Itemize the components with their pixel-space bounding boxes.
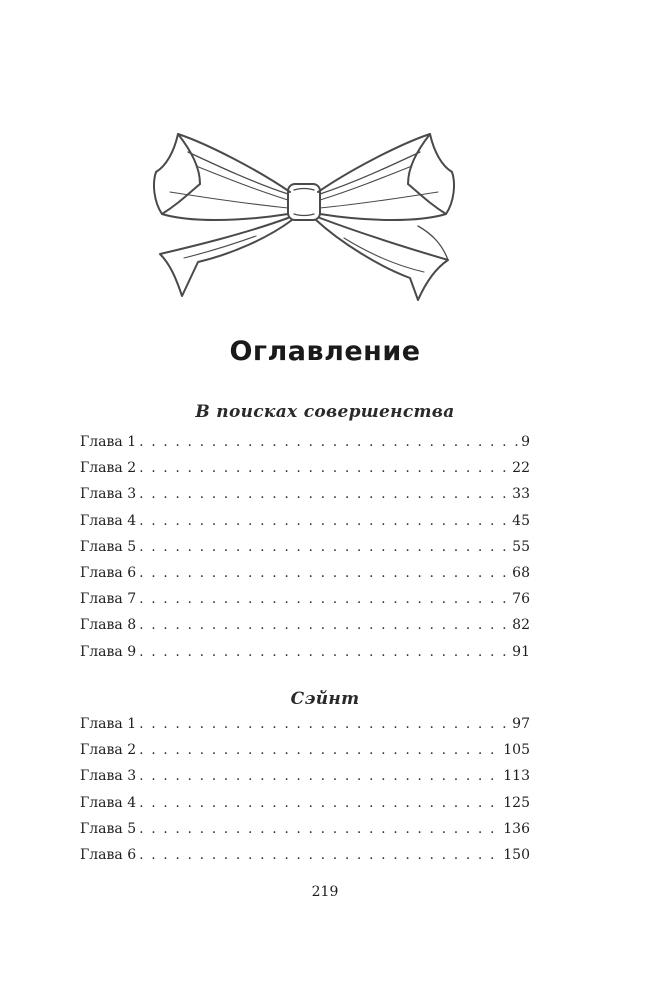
toc-title: Оглавление [229,336,421,367]
toc-entry[interactable] [80,617,530,643]
toc-entry[interactable] [80,460,530,486]
toc-entry[interactable] [80,434,530,460]
dot-leader [139,460,509,476]
toc-entry[interactable] [80,644,530,670]
toc-entry[interactable] [80,742,530,768]
toc-entry[interactable] [80,513,530,539]
entry-page: 113 [503,768,530,785]
entry-label: Глава 6 [80,846,137,863]
dot-leader [139,768,500,784]
entry-page: 68 [512,564,530,581]
entry-label: Глава 6 [80,564,137,581]
dot-leader [139,539,509,555]
entry-label: Глава 1 [80,716,137,732]
entry-page: 125 [503,794,530,811]
entry-page: 9 [521,434,530,450]
entry-page: 45 [512,512,530,529]
toc-entry[interactable] [80,768,530,794]
toc-entries-section-1 [80,434,530,670]
section-heading-1: В поисках совершенства [195,402,455,422]
toc-entry[interactable] [80,565,530,591]
dot-leader [139,742,500,758]
page-number: 219 [311,884,339,900]
entry-page: 136 [503,820,530,837]
toc-entry[interactable] [80,847,530,873]
dot-leader [139,434,518,450]
toc-entry[interactable] [80,539,530,565]
dot-leader [139,486,509,502]
entry-label: Глава 8 [80,617,137,634]
dot-leader [139,716,509,732]
entry-label: Глава 3 [80,486,137,503]
dot-leader [139,847,500,863]
toc-entry[interactable] [80,716,530,742]
entry-page: 105 [503,742,530,759]
ribbon-bow-icon [148,122,460,302]
entry-page: 150 [503,846,530,863]
dot-leader [139,565,509,581]
entry-page: 33 [512,486,530,503]
dot-leader [139,821,500,837]
entry-label: Глава 7 [80,591,137,608]
dot-leader [139,617,509,633]
entry-label: Глава 1 [80,434,137,450]
section-heading-2: Сэйнт [290,689,360,709]
dot-leader [139,644,509,660]
entry-page: 82 [512,617,530,634]
entry-label: Глава 2 [80,742,137,759]
entry-label: Глава 4 [80,794,137,811]
entry-page: 91 [512,643,530,660]
entry-label: Глава 9 [80,643,137,660]
toc-entry[interactable] [80,486,530,512]
entry-label: Глава 5 [80,538,137,555]
entry-label: Глава 5 [80,820,137,837]
toc-entry[interactable] [80,821,530,847]
toc-entry[interactable] [80,591,530,617]
entry-label: Глава 3 [80,768,137,785]
entry-page: 55 [512,538,530,555]
dot-leader [139,513,509,529]
toc-entries-section-2 [80,716,530,873]
toc-entry[interactable] [80,795,530,821]
entry-page: 22 [512,460,530,477]
dot-leader [139,795,500,811]
entry-page: 76 [512,591,530,608]
dot-leader [139,591,509,607]
entry-label: Глава 4 [80,512,137,529]
entry-page: 97 [512,716,530,732]
entry-label: Глава 2 [80,460,137,477]
